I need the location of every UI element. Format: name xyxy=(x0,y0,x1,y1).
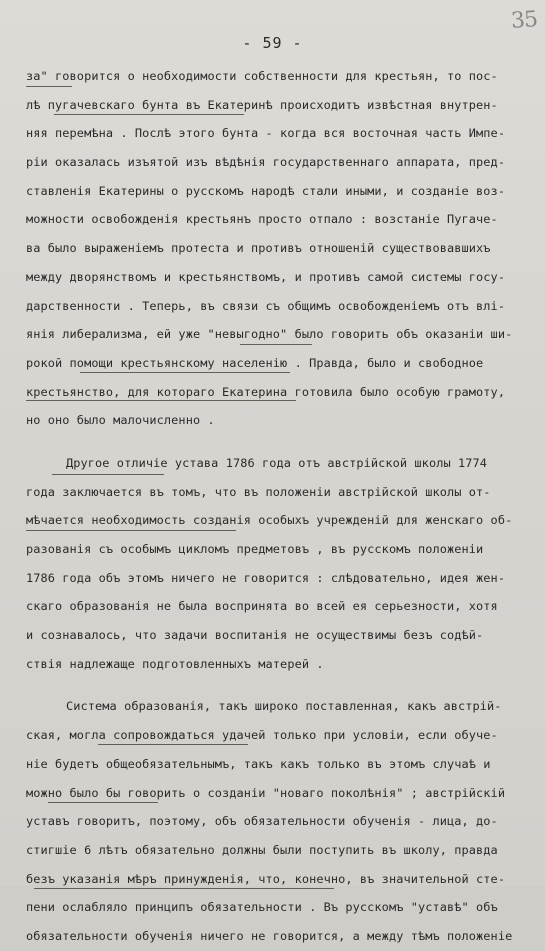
text-line: дарственности . Теперь, въ связи съ общимъ освобожденіемъ отъ влі- xyxy=(26,298,506,313)
text-line: лѣ пугачевскаго бунта въ Екатеринѣ происходитъ извѣстная внутрен- xyxy=(26,97,498,112)
text-line: пени ослабляло принципъ обязательности . Въ русскомъ "уставѣ" объ xyxy=(26,900,498,915)
text-line: ріи оказалась изъятой изъ вѣдѣнія государственнаго аппарата, пред- xyxy=(26,155,506,170)
text-line: уставъ говоритъ, поэтому, объ обязательности обученія - лица, до- xyxy=(26,814,498,829)
pen-underline xyxy=(240,344,312,345)
text-line: безъ указанія мѣръ принужденія, что, конечно, въ значительной сте- xyxy=(26,871,506,886)
pen-underline xyxy=(34,888,334,889)
text-line: между дворянствомъ и крестьянствомъ, и противъ самой системы госу- xyxy=(26,269,506,284)
text-line: за" говорится о необходимости собственности для крестьян, то пос- xyxy=(26,69,498,83)
pen-underline xyxy=(80,372,290,373)
pen-underline xyxy=(26,400,296,401)
pen-underline xyxy=(48,802,158,803)
paragraph-1 xyxy=(26,62,526,435)
text-line: Другое отличіе устава 1786 года отъ австрійской школы 1774 xyxy=(66,455,488,470)
text-line: ствія надлежаще подготовленныхъ матерей . xyxy=(26,656,324,671)
pen-underline xyxy=(26,86,72,87)
pen-underline xyxy=(52,474,164,475)
paragraph-gap xyxy=(26,678,526,692)
paragraph-2 xyxy=(26,449,526,679)
text-line: мѣчается необходимость созданія особыхъ учрежденій для женскаго об- xyxy=(26,513,513,528)
text-line: 1786 года объ этомъ ничего не говорится : слѣдовательно, идея жен- xyxy=(26,570,506,585)
text-line: янія либерализма, ей уже "невыгодно" было говорить объ оказаніи ши- xyxy=(26,327,513,342)
text-line: можности освобожденія крестьянъ просто отпало : возстаніе Пугаче- xyxy=(26,212,498,227)
text-line: и сознавалось, что задачи воспитанія не осуществимы безъ содѣй- xyxy=(26,628,484,643)
text-line: обязательности обученія ничего не говорится, а между тѣмъ положеніе xyxy=(26,928,513,943)
text-line: ставленія Екатерины о русскомъ народѣ стали иными, и созданіе воз- xyxy=(26,183,506,198)
text-line: стигшіе 6 лѣтъ обязательно должны были поступить въ школу, правда xyxy=(26,842,498,857)
paragraph-3 xyxy=(26,692,526,950)
pen-underline xyxy=(98,744,248,745)
paragraph-gap xyxy=(26,435,526,449)
text-line: ва было выраженіемъ протеста и противъ отношеній существовавшихъ xyxy=(26,241,491,256)
text-line: ская, могла сопровождаться удачей только при условіи, если обуче- xyxy=(26,728,498,743)
page-number: - 59 - xyxy=(242,34,303,52)
pen-underline xyxy=(54,114,244,115)
text-line: разованія съ особымъ цикломъ предметовъ , въ русскомъ положеніи xyxy=(26,542,484,556)
body-text xyxy=(26,62,526,951)
text-line: рокой помощи крестьянскому населенію . Правда, было и свободное xyxy=(26,355,484,370)
text-line: но оно было малочисленно . xyxy=(26,413,215,428)
text-line: Система образованія, такъ широко поставленная, какъ австрій- xyxy=(66,699,502,714)
text-line: крестьянство, для котораго Екатерина готовила было особую грамоту, xyxy=(26,384,506,399)
text-line: года заключается въ томъ, что въ положеніи австрійской школы от- xyxy=(26,484,491,499)
text-line: можно было бы говорить о созданіи "новаго поколѣнія" ; австрійскій xyxy=(26,785,506,800)
text-line: няя перемѣна . Послѣ этого бунта - когда вся восточная часть Импе- xyxy=(26,126,506,141)
folio-mark: 35 xyxy=(510,7,538,34)
pen-underline xyxy=(26,530,236,531)
text-line: ніе будетъ общеобязательнымъ, такъ какъ только въ этомъ случаѣ и xyxy=(26,756,491,771)
text-line: скаго образованія не была воспринята во всей ея серьезности, хотя xyxy=(26,599,498,614)
